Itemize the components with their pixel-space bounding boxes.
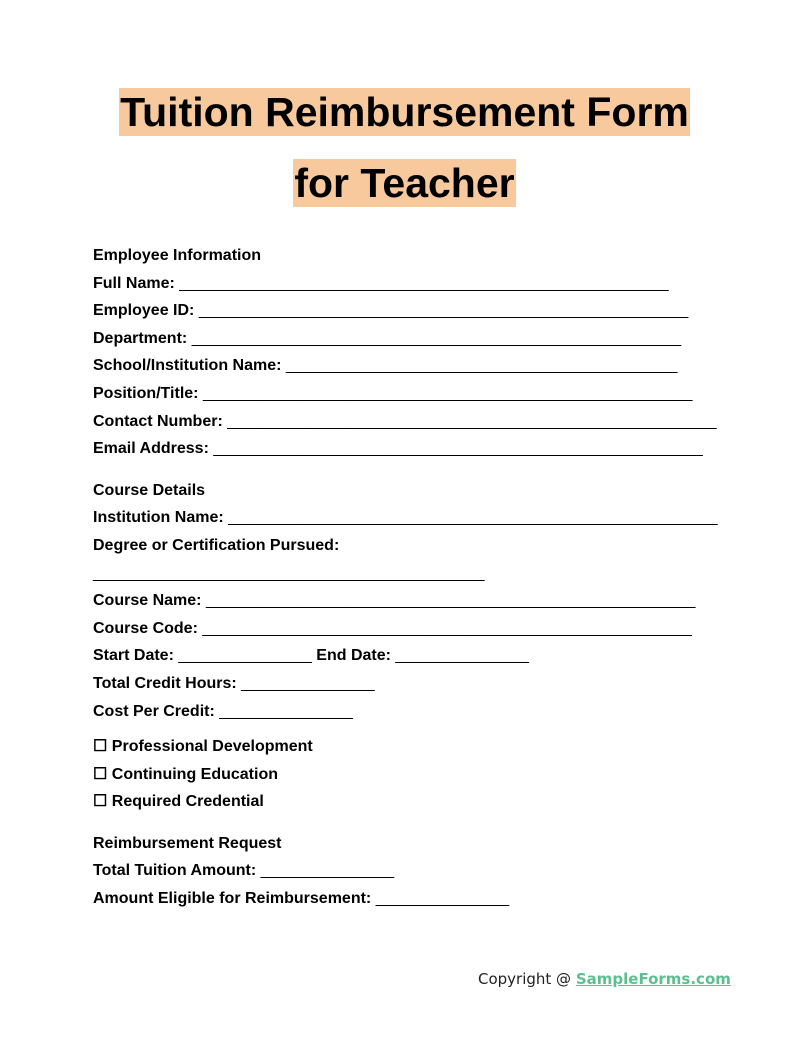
field-blank[interactable]: _______________________________________________________ — [228, 509, 718, 527]
field-label: Course Code: — [93, 619, 198, 637]
field-dates[interactable] — [93, 646, 723, 674]
field-blank[interactable]: _______________________________________________________ — [202, 384, 693, 402]
checkbox-icon[interactable]: ☐ — [93, 765, 108, 783]
form-title — [0, 88, 809, 207]
field-blank[interactable]: _______________ — [241, 674, 375, 692]
field-school-institution[interactable] — [93, 356, 723, 384]
field-blank[interactable]: _______________________________________________________ — [213, 440, 703, 458]
field-employee-id[interactable] — [93, 301, 723, 329]
field-blank[interactable]: _______________ — [219, 702, 353, 720]
section-heading-course-details: Course Details — [93, 481, 206, 499]
field-label: Degree or Certification Pursued: — [93, 536, 340, 554]
copyright-footer — [478, 970, 731, 988]
field-institution-name[interactable] — [93, 508, 723, 536]
field-label: End Date: — [316, 647, 391, 665]
field-label: Amount Eligible for Reimbursement: — [93, 890, 372, 908]
field-email-address[interactable] — [93, 439, 723, 467]
field-label: Department: — [93, 329, 188, 347]
checkbox-label: Required Credential — [111, 793, 264, 811]
field-label: Total Tuition Amount: — [93, 862, 257, 880]
title-line-1: Tuition Reimbursement Form — [120, 89, 689, 135]
field-course-name[interactable] — [93, 591, 723, 619]
field-label: Employee ID: — [93, 302, 195, 320]
field-amount-eligible[interactable] — [93, 889, 723, 917]
field-label: Email Address: — [93, 440, 209, 458]
field-blank[interactable]: _______________________________________________________ — [179, 274, 669, 292]
field-degree-blank[interactable] — [93, 564, 723, 592]
field-label: Total Credit Hours: — [93, 674, 237, 692]
field-label: Full Name: — [93, 274, 175, 292]
form-body — [93, 246, 723, 917]
field-position-title[interactable] — [93, 384, 723, 412]
section-heading-employee-info: Employee Information — [93, 247, 262, 264]
field-label: Institution Name: — [93, 509, 224, 527]
checkbox-continuing-education[interactable] — [93, 765, 723, 793]
section-heading-reimbursement: Reimbursement Request — [93, 834, 282, 852]
field-label: School/Institution Name: — [93, 357, 282, 375]
field-full-name[interactable] — [93, 274, 723, 302]
field-label: Position/Title: — [93, 384, 199, 402]
checkbox-icon[interactable]: ☐ — [93, 793, 108, 811]
field-contact-number[interactable] — [93, 412, 723, 440]
field-course-code[interactable] — [93, 619, 723, 647]
sampleforms-link[interactable]: SampleForms.com — [575, 970, 731, 988]
field-blank[interactable]: _______________________________________________________ — [227, 412, 717, 430]
field-label: Contact Number: — [93, 412, 223, 430]
field-blank[interactable]: ____________________________________________ — [93, 564, 485, 582]
field-blank[interactable]: _______________________________________________________ — [202, 619, 692, 637]
field-degree-label — [93, 536, 723, 564]
end-date-blank[interactable]: _______________ — [395, 647, 529, 665]
spacer — [93, 729, 723, 737]
field-blank[interactable]: _______________________________________________________ — [191, 329, 682, 347]
field-label: Start Date: — [93, 647, 174, 665]
checkbox-label: Continuing Education — [111, 765, 278, 783]
field-label: Course Name: — [93, 592, 202, 610]
field-blank[interactable]: _______________________________________________________ — [205, 592, 696, 610]
field-blank[interactable]: _______________________________________________________ — [198, 302, 689, 320]
copyright-text: Copyright @ — [478, 970, 576, 988]
field-blank[interactable]: _______________ — [375, 890, 510, 908]
field-total-tuition[interactable] — [93, 861, 723, 889]
field-cost-per-credit[interactable] — [93, 702, 723, 730]
field-blank[interactable]: ____________________________________________ — [285, 357, 678, 375]
checkbox-icon[interactable]: ☐ — [93, 738, 108, 756]
title-line-2: for Teacher — [294, 160, 515, 206]
checkbox-required-credential[interactable] — [93, 792, 723, 820]
start-date-blank[interactable]: _______________ — [178, 647, 312, 665]
checkbox-label: Professional Development — [111, 738, 313, 756]
spacer — [93, 820, 723, 834]
field-credit-hours[interactable] — [93, 674, 723, 702]
spacer — [93, 467, 723, 481]
field-label: Cost Per Credit: — [93, 702, 215, 720]
field-department[interactable] — [93, 329, 723, 357]
checkbox-professional-development[interactable] — [93, 737, 723, 765]
field-blank[interactable]: _______________ — [260, 862, 395, 880]
